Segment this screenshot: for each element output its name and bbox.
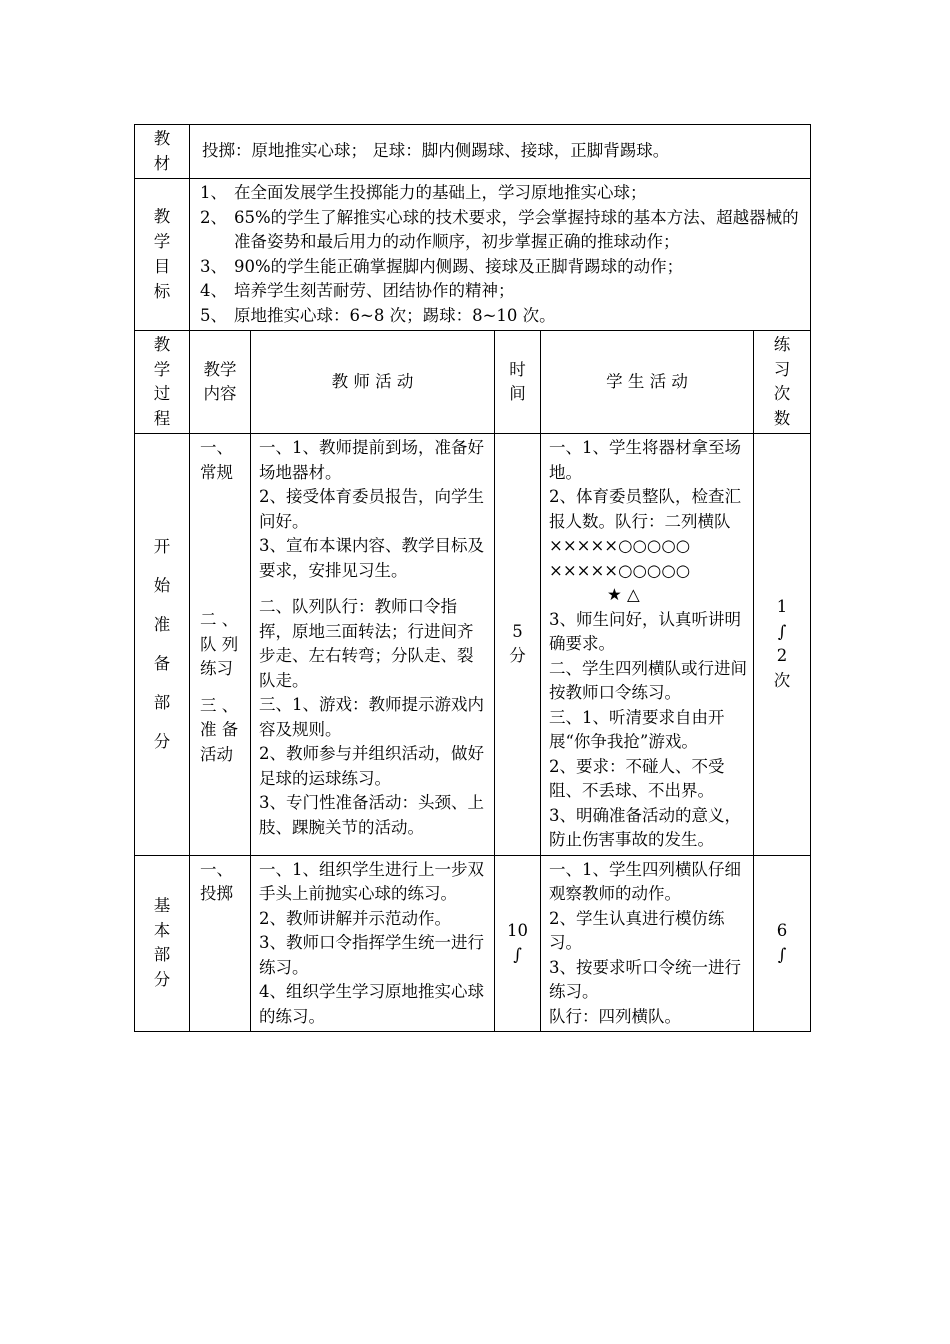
section-basic-student: 一、1、学生四列横队仔细观察教师的动作。 2、学生认真进行模仿练习。 3、按要求听口令统一进行练习。 队行：四列横队。 [541, 855, 754, 1032]
section-start-time: 5 分 [495, 434, 541, 856]
section-basic-contents: 一、 投掷 [190, 855, 251, 1032]
header-process: 教学过程 [135, 331, 190, 434]
formation-row: ×××××○○○○○ [549, 536, 691, 555]
section-basic-time: 10 ∫ [495, 855, 541, 1032]
goals-label: 教学目标 [135, 179, 190, 331]
goal-item: 2、 65%的学生了解推实心球的技术要求，学会掌握持球的基本方法、超越器械的准备姿势和最后用力的动作顺序，初步掌握正确的推球动作； [200, 207, 799, 251]
section-basic-row [135, 855, 811, 1032]
section-start-count: 1 ∫ 2 次 [754, 434, 811, 856]
header-content: 教学内容 [190, 331, 251, 434]
section-start-teacher: 一、1、教师提前到场，准备好场地器材。 2、接受体育委员报告，向学生问好。 3、宣布本课内容、教学目标及要求，安排见习生。 二、队列队行：教师口令指挥，原地三面转法；行进间齐步走、左右转弯；分队走、裂队走。 三、1、游戏：教师提示游戏内容及规则。 2、教师参与并组织活动，做好足球的运球练习。 3、专门性准备活动：头颈、上肢、踝腕关节的活动。 [251, 434, 495, 856]
material-row [135, 125, 811, 179]
teacher-position-symbols: ★ △ [607, 585, 640, 604]
column-header-row [135, 331, 811, 434]
section-start-name: 开始准备部分 [135, 434, 190, 856]
material-text: 投掷：原地推实心球； 足球：脚内侧踢球、接球，正脚背踢球。 [190, 125, 811, 179]
goals-row [135, 179, 811, 331]
header-teacher: 教 师 活 动 [251, 331, 495, 434]
goals-list [190, 179, 811, 331]
lesson-plan-table [134, 124, 811, 1032]
section-start-student: 一、1、学生将器材拿至场地。 2、体育委员整队，检查汇报人数。队行：二列横队 ×××××○○○○○ ×××××○○○○○ ★ △ 3、师生问好，认真听讲明确要求。 二、学生四列横队或行进间按教师口令练习。 三、1、听清要求自由开展“你争我抢”游戏。 2、要求：不碰人、不受阻、不丢球、不出界。 3、明确准备活动的意义，防止伤害事故的发生。 [541, 434, 754, 856]
lesson-plan [134, 124, 810, 1032]
header-count: 练习次数 [754, 331, 811, 434]
goal-item: 1、 在全面发展学生投掷能力的基础上，学习原地推实心球； [200, 183, 647, 202]
header-time: 时间 [495, 331, 541, 434]
section-basic-teacher: 一、1、组织学生进行上一步双手头上前抛实心球的练习。 2、教师讲解并示范动作。 3、教师口令指挥学生统一进行练习。 4、组织学生学习原地推实心球的练习。 [251, 855, 495, 1032]
goal-item: 3、 90%的学生能正确掌握脚内侧踢、接球及正脚背踢球的动作； [200, 256, 684, 276]
section-start-row [135, 434, 811, 856]
section-basic-count: 6 ∫ [754, 855, 811, 1032]
goal-item: 5、 原地推实心球：6~8 次；踢球：8~10 次。 [200, 305, 556, 325]
header-student: 学 生 活 动 [541, 331, 754, 434]
section-basic-name: 基本部分 [135, 855, 190, 1032]
section-start-contents: 一、 常规 二 、 队 列 练习 三 、 准 备 活动 [190, 434, 251, 856]
goal-item: 4、 培养学生刻苦耐劳、团结协作的精神； [200, 281, 515, 300]
material-label: 教材 [135, 125, 190, 179]
formation-row: ×××××○○○○○ [549, 560, 691, 580]
